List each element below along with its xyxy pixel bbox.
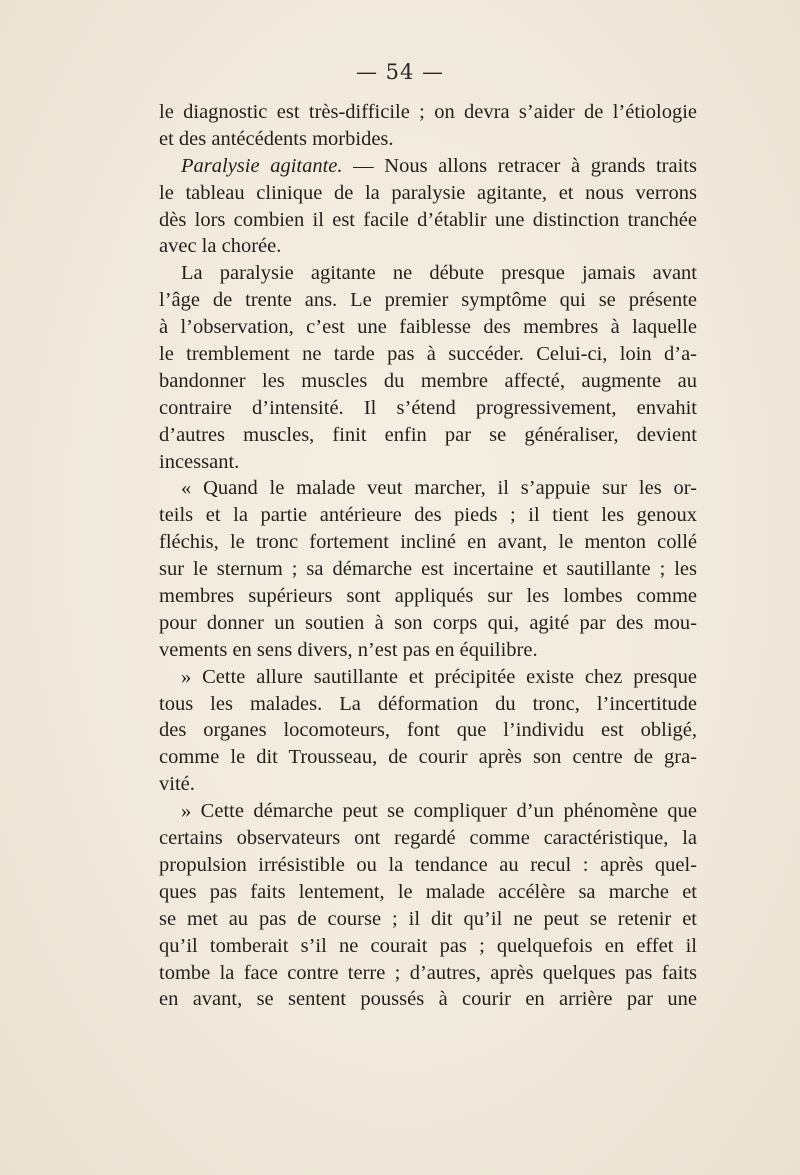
text-line: vements en sens divers, n’est pas en équilibre. bbox=[159, 638, 538, 661]
text-line: ques pas faits lentement, le malade accélère sa marche et bbox=[159, 880, 697, 903]
text-line: » Cette démarche peut se compliquer d’un phénomène que bbox=[181, 800, 697, 823]
text-line: en avant, se sentent poussés à courir en arrière par une bbox=[159, 988, 697, 1011]
text-line: membres supérieurs sont appliqués sur les lombes comme bbox=[159, 585, 697, 608]
page-number: — 54 — bbox=[355, 60, 445, 84]
text-line: qu’il tomberait s’il ne courait pas ; quelquefois en effet il bbox=[159, 934, 697, 957]
text-line: avec la chorée. bbox=[159, 235, 282, 258]
body-text bbox=[159, 99, 697, 1013]
text-line: La paralysie agitante ne débute presque jamais avant bbox=[181, 262, 697, 285]
text-line: tombe la face contre terre ; d’autres, après quelques pas faits bbox=[159, 961, 697, 984]
text-line: certains observateurs ont regardé comme caractéristique, la bbox=[159, 827, 697, 850]
text-line: propulsion irrésistible ou la tendance au recul : après quel- bbox=[159, 853, 697, 876]
text-line: sur le sternum ; sa démarche est incertaine et sautillante ; les bbox=[159, 558, 697, 581]
text-line: » Cette allure sautillante et précipitée existe chez presque bbox=[181, 665, 697, 688]
text-line: le tremblement ne tarde pas à succéder. Celui-ci, loin d’a- bbox=[159, 343, 697, 366]
text-line: le diagnostic est très-difficile ; on devra s’aider de l’étiologie bbox=[159, 101, 697, 123]
text-line: incessant. bbox=[159, 450, 240, 473]
text-line bbox=[159, 153, 697, 180]
text-line: et des antécédents morbides. bbox=[159, 127, 394, 150]
text-line: le tableau clinique de la paralysie agitante, et nous verrons bbox=[159, 181, 697, 204]
text-line: d’autres muscles, finit enfin par se généraliser, devient bbox=[159, 423, 697, 446]
text-line: comme le dit Trousseau, de courir après son centre de gra- bbox=[159, 746, 697, 769]
text-line: à l’observation, c’est une faiblesse des membres à laquelle bbox=[159, 316, 697, 339]
text-line: fléchis, le tronc fortement incliné en avant, le menton collé bbox=[159, 531, 697, 554]
text-line: teils et la partie antérieure des pieds ; il tient les genoux bbox=[159, 504, 697, 527]
text-line: vité. bbox=[159, 773, 195, 796]
text-line: contraire d’intensité. Il s’étend progressivement, envahit bbox=[159, 396, 697, 419]
text-line: pour donner un soutien à son corps qui, agité par des mou- bbox=[159, 611, 697, 634]
text-line: « Quand le malade veut marcher, il s’appuie sur les or- bbox=[181, 477, 697, 500]
text-line: l’âge de trente ans. Le premier symptôme qui se présente bbox=[159, 289, 697, 312]
text-line: se met au pas de course ; il dit qu’il ne peut se retenir et bbox=[159, 907, 697, 930]
section-heading: Paralysie agitante. bbox=[181, 154, 343, 177]
text-line: tous les malades. La déformation du tronc, l’incertitude bbox=[159, 692, 697, 715]
text-line: bandonner les muscles du membre affecté, augmente au bbox=[159, 369, 697, 392]
text-line: des organes locomoteurs, font que l’individu est obligé, bbox=[159, 719, 697, 742]
line-text: — Nous allons retracer à grands traits bbox=[342, 154, 697, 177]
text-line: dès lors combien il est facile d’établir une distinction tranchée bbox=[159, 208, 697, 231]
